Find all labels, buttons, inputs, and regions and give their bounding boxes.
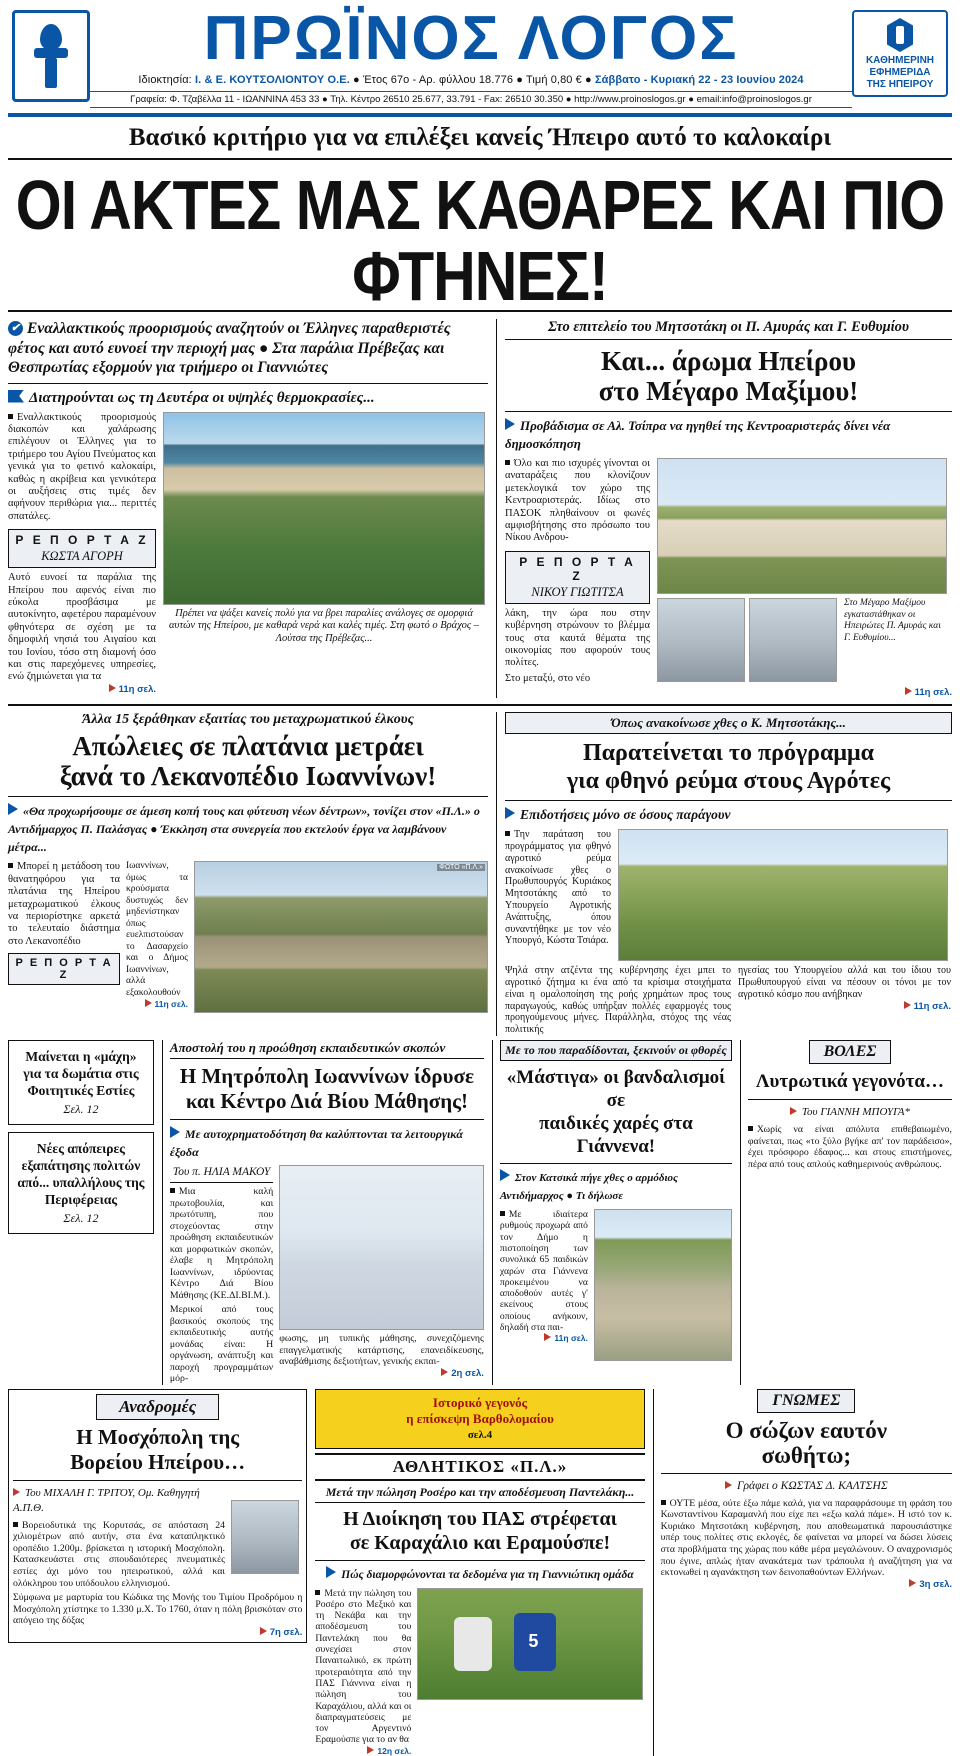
- maximou-photo-caption: Στο Μέγαρο Μαξίμου εγκαταστάθηκαν οι Ηπειρώτες Π. Αμυράς και Γ. Ευθυμίου...: [844, 598, 941, 643]
- athlitikos-headline-1: Η Διοίκηση του ΠΑΣ στρέφεται: [343, 1507, 617, 1530]
- reporter-name: ΚΩΣΤΑ ΑΓΟΡΗ: [41, 549, 123, 564]
- gnomes-byline-row: [661, 1479, 952, 1494]
- gnomes-section-title: ΓΝΩΜΕΣ: [757, 1389, 855, 1413]
- square-bullet-icon: [13, 1522, 18, 1527]
- platania-headline-1: Απώλειες σε πλατάνια μετράει: [72, 731, 424, 762]
- lead-left-text: [8, 319, 488, 378]
- side-box-2: [8, 1132, 154, 1234]
- agrotes-body-2: Ψηλά στην ατζέντα της κυβέρνησης έχει μπει το αγροτικό ζήτημα κι ένα από τα κρίσιμα στοιχήματα είναι η ομαλοποίηση της ροής χρημάτων προς τους παραγωγούς, καθώς υπήρξαν πολλές εφαρμογές τους προηγούμενους μήνες. Παράλληλα, στόχος της νέας πολιτικής: [505, 965, 731, 1036]
- sticker-page: σελ.4: [467, 1428, 493, 1441]
- mitropoli-kicker: Αποστολή του η προώθηση εκπαιδευτικών σκοπών: [170, 1040, 484, 1059]
- sticker-line-1: Ιστορικό γεγονός: [432, 1394, 528, 1410]
- sticker-line-2: η επίσκεψη Βαρθολομαίου: [406, 1410, 554, 1426]
- masthead-divider: [8, 113, 952, 117]
- anadromes-more: 7η σελ.: [13, 1627, 302, 1638]
- arrow-icon: [505, 418, 515, 430]
- voles-column: [740, 1040, 952, 1385]
- voles-byline-row: [748, 1105, 952, 1120]
- torch-logo-icon: [12, 10, 90, 102]
- lead-right-headline-2: στο Μέγαρο Μαξίμου!: [598, 376, 859, 406]
- playground-photo: [594, 1209, 732, 1361]
- lead-right-body-3: Στο μεταξύ, στο νέο: [505, 672, 591, 684]
- beach-photo-caption: Πρέπει να ψάξει κανείς πολύ για να βρει παραλίες ανάλογες σε ομορφιά αυτών της Ηπείρου, με καθαρά νερά και καλές τιμές. Στη φωτό ο Βράχος – Λούτσα της Πρέβεζας...: [169, 607, 479, 644]
- reportaz-label: Ρ Ε Π Ο Ρ Τ Α Ζ: [15, 533, 149, 548]
- arrow-icon: [13, 1488, 20, 1496]
- athlitikos-subhead: Πώς διαμορφώνονται τα δεδομένα για τη Γιαννιώτικη ομάδα: [341, 1568, 634, 1581]
- square-bullet-icon: [170, 1188, 175, 1193]
- portrait-efthimiou: [749, 598, 837, 682]
- mitropoli-byline: Του π. ΗΛΙΑ ΜΑΚΟΥ: [170, 1165, 273, 1183]
- varthomaios-sticker[interactable]: [315, 1389, 644, 1449]
- masthead-subline: Ιδιοκτησία: Ι. & Ε. ΚΟΥΤΣΟΛΙΟΝΤΟΥ Ο.Ε. ● Έτος 67ο - Αρ. φύλλου 18.776 ● Τιμή 0,80 € ● Σάββατο - Κυριακή 22 - 23 Ιουνίου 2024: [138, 74, 804, 86]
- badge-line-3: ΤΗΣ ΗΠΕΙΡΟΥ: [866, 79, 934, 90]
- lead-right-headline-1: Και... άρωμα Ηπείρου: [601, 346, 856, 376]
- athlitikos-bar: ΑΘΛΗΤΙΚΟΣ «Π.Λ.»: [315, 1453, 644, 1481]
- vandalismoi-subhead: Στον Κατσικά πήγε χθες ο αρμόδιος Αντιδήμαρχος ● Τι δήλωσε: [499, 1172, 678, 1203]
- maximou-mansion-photo: [657, 458, 947, 594]
- pen-icon: [887, 18, 913, 52]
- mitropoli-subhead-row: [170, 1125, 484, 1161]
- lead-left-subhead: Διατηρούνται ως τη Δευτέρα οι υψηλές θερμοκρασίες...: [29, 389, 375, 406]
- vandalismoi-kicker: Με το που παραδίδονται, ξεκινούν οι φθορές: [500, 1040, 732, 1061]
- mitropoli-headline-1: Η Μητρόπολη Ιωαννίνων ίδρυσε: [179, 1064, 474, 1089]
- lead-right-kicker: Στο επιτελείο του Μητσοτάκη οι Π. Αμυράς και Γ. Ευθυμίου: [505, 319, 952, 340]
- lead-left-paragraph: Εναλλακτικούς προορισμούς αναζητούν οι Έλληνες παραθεριστές φέτος και αυτό ευνοεί την περιοχή μας ● Στα παράλια Πρέβεζας και Θεσπρωτίας εξορμούν για τριήμερο οι Γιαννιώτες: [8, 320, 451, 376]
- square-bullet-icon: [315, 1590, 320, 1595]
- agrotes-body-1: Την παράταση του προγράμματος για φθηνό αγροτικό ρεύμα ανακοίνωσε χθες ο Πρωθυπουργός Κυριάκος Μητσοτάκης από το Υπουργείο Αγροτικής Ανάπτυξης, όπου συναντήθηκε με τον νέο Υπουργό, Κώστα Τσιάρα.: [505, 829, 611, 947]
- square-bullet-icon: [8, 863, 13, 868]
- gnomes-column: [653, 1389, 952, 1756]
- voles-body: Χωρίς να είναι απόλυτα επιθεβαιωμένο, φαίνεται, πως «το ξύλο βγήκε απ' τον παράδεισο», έχει πρόσφορο έδαφος... και στους επιστήμονες, πέρα από τους απλούς καθημερινούς ανθρώπους.: [747, 1124, 952, 1170]
- arrow-icon: [725, 1481, 732, 1489]
- vandalismoi-article: [492, 1040, 732, 1385]
- square-bullet-icon: [505, 460, 510, 465]
- reportaz-label: Ρ Ε Π Ο Ρ Τ Α Ζ: [15, 957, 113, 982]
- lead-right-subhead: Προβάδισμα σε Αλ. Τσίπρα να ηγηθεί της Κεντροαριστεράς δίνει νέα δημοσκόπηση: [505, 418, 891, 451]
- daily-badge: [852, 10, 948, 97]
- square-bullet-icon: [505, 831, 510, 836]
- mitropoli-body-3: φωσης, μη τυπικής μάθησης, συνεχιζόμενης επαγγελματικής κατάρτισης, επανειδίκευσης, αναβάθμισης δεξιοτήτων, γενικής εκπαι-: [279, 1333, 484, 1368]
- side-box-1-page: Σελ. 12: [63, 1102, 99, 1117]
- lead-right-body-1: Όλο και πιο ισχυρές γίνονται οι αναταράξεις που κλονίζουν μετεκλογικά τον χώρο της Κεντροαριστεράς. Ιδίως στο ΠΑΣΟΚ πληθαίνουν οι φωνές αμφισβήτησης στο πρόσωπο του Νίκου Ανδρου-: [505, 458, 650, 544]
- anadromes-byline-row: [13, 1486, 225, 1516]
- main-headline-block: [8, 158, 952, 316]
- vandalismoi-body: Με ιδιαίτερα ρυθμούς προχωρά από τον Δήμο η πιστοποίηση των συνολικά 65 παιδικών χαρών στα Γιάννενα προκειμένου να αποδοθούν αυτές γ' εκείνους στους οποίους ανήκουν, δηλαδή στα παι-: [499, 1209, 588, 1334]
- mitropoli-subhead: Με αυτοχρηματοδότηση θα καλύπτονται τα λειτουργικά έξοδα: [169, 1127, 464, 1160]
- anadromes-body-2: Σύμφωνα με μαρτυρία του Κώδικα της Μονής του Τιμίου Προδρόμου η Μοσχόπολη χτίστηκε το 1.330 μ.Χ. Το 1760, όταν η πόλη βρισκόταν στο απόγειο της δόξας: [13, 1592, 303, 1627]
- lead-left-body-1: Εναλλακτικούς προορισμούς διακοπών και χαλάρωσης επιλέγουν οι Έλληνες για το τριήμερο του Αγίου Πνεύματος και γενικά για το φετινό καλοκαίρι, καθώς η ακρίβεια και γενικότερα οι αυξήσεις στις τιμές δεν αφήνουν περιθώρια για... περιττές σπατάλες.: [8, 411, 156, 522]
- arrow-icon: [500, 1169, 510, 1181]
- issue-date: Σάββατο - Κυριακή 22 - 23 Ιουνίου 2024: [594, 74, 804, 86]
- arrow-icon: [505, 807, 515, 819]
- main-headline: ΟΙ ΑΚΤΕΣ ΜΑΣ ΚΑΘΑΡΕΣ ΚΑΙ ΠΙΟ ΦΤΗΝΕΣ!: [15, 166, 945, 316]
- reportaz-label: Ρ Ε Π Ο Ρ Τ Α Ζ: [519, 554, 636, 583]
- anadromes-section-title: Αναδρομές: [96, 1394, 219, 1420]
- ownership-value: Ι. & Ε. ΚΟΥΤΣΟΛΙΟΝΤΟΥ Ο.Ε.: [195, 74, 350, 86]
- square-bullet-icon: [8, 414, 13, 419]
- third-band: [8, 1040, 952, 1385]
- mitropoli-more: 2η σελ.: [279, 1368, 484, 1379]
- photo-credit: ΦΩΤΟ «Π.Λ.»: [439, 864, 483, 872]
- anadromes-byline: Του ΜΙΧΑΛΗ Γ. ΤΡΙΤΟΥ, Ομ. Καθηγητή Α.Π.Θ.: [13, 1486, 200, 1514]
- anadromes-body-1: Βορειοδυτικά της Κορυτσάς, σε απόσταση 24 χιλιομέτρων από αυτήν, στα ένα καταπληκτικό οροπέδιο 1.200μ. βρίσκεται η ιστορική Μοσχόπολη. Κατασκευάστει στις σπουδαιότερες πνευματικές εστίες άχι μόνο του ηπειρωτικού, αλλά και ολόκληρου του υπόδουλου ελληνισμού.: [13, 1519, 225, 1589]
- athlitikos-headline-2: σε Καραχάλιο και Εραμούσπε!: [349, 1531, 611, 1554]
- gnomes-more: 3η σελ.: [661, 1579, 952, 1590]
- reportaz-box-right: [505, 551, 650, 604]
- author-portrait: [231, 1500, 299, 1574]
- athlitikos-column: [315, 1389, 644, 1756]
- beach-photo: [163, 412, 485, 605]
- platania-body-2: Ιωαννίνων, όμως τα κρούσματα δυστυχώς δεν μηδενίστηκαν όπως ευελπιστούσαν το Δασαρχείο και ο Δήμος Ιωαννίνων, αλλά εξακολουθούν: [126, 861, 188, 998]
- lead-right-more: 11η σελ.: [505, 687, 952, 698]
- lead-section: [8, 319, 952, 698]
- platania-article: [8, 712, 488, 1036]
- platania-photo: [194, 861, 488, 1013]
- agrotes-headline-2: για φθηνό ρεύμα στους Αγρότες: [566, 768, 891, 795]
- gnomes-byline: Γράφει ο ΚΩΣΤΑΣ Δ. ΚΑΛΤΣΗΣ: [737, 1479, 888, 1492]
- agrotes-subhead: Επιδοτήσεις μόνο σε όσους παράγουν: [520, 807, 731, 823]
- lead-right: [496, 319, 952, 698]
- mitropoli-article: [162, 1040, 484, 1385]
- arrow-icon: [8, 803, 18, 815]
- lead-left-subhead-row: [8, 389, 488, 407]
- bottom-band: [8, 1389, 952, 1756]
- side-boxes-column: [8, 1040, 154, 1385]
- page-title: ΠΡΩΪΝΟΣ ΛΟΓΟΣ: [203, 4, 739, 73]
- platania-more: 11η σελ.: [126, 999, 188, 1009]
- voles-section-title: ΒΟΛΕΣ: [809, 1040, 892, 1064]
- jersey-number: 5: [528, 1630, 539, 1651]
- issue-info: Έτος 67ο - Αρ. φύλλου 18.776: [362, 74, 514, 86]
- check-icon: ✔: [8, 321, 23, 336]
- lead-right-subhead-row: [505, 417, 952, 453]
- athlitikos-more: 12η σελ.: [315, 1746, 411, 1756]
- masthead: [8, 0, 952, 110]
- agrotes-article: [496, 712, 952, 1036]
- soccer-photo: [417, 1588, 643, 1700]
- square-bullet-icon: [748, 1126, 753, 1131]
- price: Τιμή 0,80 €: [525, 74, 582, 86]
- platania-headline-2: ξανά το Λεκανοπέδιο Ιωαννίνων!: [59, 761, 437, 792]
- arrow-icon: [790, 1107, 797, 1115]
- arrow-icon: [326, 1566, 336, 1578]
- mitropoli-body-1: Μια καλή πρωτοβουλία, και πρωτότυπη, που στοχεύοντας στην προώθηση εκπαιδευτικών και μορφωτικών σκοπών, έλαβε η Μητρόπολη Ιωαννίνων, ιδρύοντας Κέντρο Διά Βίου Μάθησης (ΚΕ.ΔΙ.ΒΙ.Μ.).: [169, 1186, 274, 1301]
- arrow-icon: [170, 1126, 180, 1138]
- square-bullet-icon: [500, 1211, 505, 1216]
- reportaz-box-platania: [8, 953, 120, 985]
- lead-right-body-2: λάκη, την ώρα που στην κυβέρνηση στρώνουν το βλέμμα τους στα καυτά θέματα της οικονομίας που αφορούν τους πολίτες.: [505, 607, 650, 669]
- agrotes-kicker: Όπως ανακοίνωσε χθες ο Κ. Μητσοτάκης...: [505, 712, 952, 734]
- classroom-photo: [279, 1165, 484, 1330]
- vandalismoi-subhead-row: [500, 1169, 732, 1205]
- athlitikos-kicker: Μετά την πώληση Ροσέρο και την αποδέσμευση Παντελάκη...: [315, 1485, 644, 1503]
- side-box-2-page: Σελ. 12: [63, 1211, 99, 1226]
- agrotes-subhead-row: [505, 806, 952, 824]
- agrotes-body-3: ηγεσίας του Υπουργείου αλλά και του ίδιου του Πρωθυπουργού είναι να πέσουν οι τόνοι με τον αγροτικό κόσμο που ανήβηκαν: [738, 965, 951, 1000]
- anadromes-headline-1: Η Μοσχόπολη της: [76, 1424, 240, 1449]
- square-bullet-icon: [661, 1500, 666, 1505]
- contact-line: Γραφεία: Φ. Τζαβέλλα 11 - ΙΩΑΝΝΙΝΑ 453 33 ● Τηλ. Κέντρο 26510 25.677, 33.791 - Fax: 26510 30.350 ● http://www.proinoslogos.gr ● email:info@proinoslogos.gr: [90, 91, 852, 108]
- reportaz-box-left: [8, 529, 156, 568]
- flag-icon: [8, 390, 24, 403]
- platania-subhead: «Θα προχωρήσουμε σε άμεση κοπή τους και φύτευση νέων δέντρων», τονίζει στον «Π.Λ.» ο Αντιδήμαρχος Π. Παλάσγας ● Έκκληση στα συνεργεία που εκτελούν έργα να λαμβάνουν μέτρα...: [8, 804, 480, 855]
- platania-subhead-row: [8, 802, 488, 856]
- voles-byline: Του ΓΙΑΝΝΗ ΜΠΟΥΓΑ*: [801, 1106, 910, 1119]
- vandalismoi-more: 11η σελ.: [500, 1333, 588, 1343]
- portrait-amyras: [657, 598, 745, 682]
- gnomes-headline-2: σωθήτω;: [761, 1442, 852, 1468]
- gnomes-body: ΟΥΤΕ μέσα, ούτε έξω πάμε καλά, για να παραφράσουμε τη φράση του Κωνσταντίνου Καραμανλή που είχε πει «εξω καλά πάμε». Η ιστό τον κ. Κυριάκο Μητσοτάκη κυβέρνηση, που αποθεωματικά παρουσιάστηκε υπέρ τους πολίτες στις εκλογές, δε φαίνεται να μπορεί να δώσει λύσεις στα προβλήματα της χώρας που κάθε μέρα μεγαλώνουν. Ο αναχρονισμός που έγινε, απλώς ήταν ανακάτεμα των τράπουλα ή αναζήτηση για να εκτονωθεί η αγανάκτηση των δεινοπαθούντων Ελλήνων.: [660, 1497, 953, 1579]
- irrigation-photo: [618, 829, 948, 961]
- ownership-label: Ιδιοκτησία:: [138, 74, 192, 86]
- gnomes-headline-1: Ο σώζων εαυτόν: [725, 1417, 888, 1443]
- reporter-name: ΝΙΚΟΥ ΓΙΩΤΙΤΣΑ: [531, 584, 624, 599]
- agrotes-more: 11η σελ.: [738, 1001, 951, 1012]
- voles-headline: Λυτρωτικά γεγονότα…: [755, 1071, 944, 1093]
- side-box-1: [8, 1040, 154, 1125]
- vandalismoi-headline-2: παιδικές χαρές στα Γιάννενα!: [539, 1113, 693, 1158]
- vandalismoi-headline-1: «Μάστιγα» οι βανδαλισμοί σε: [506, 1067, 725, 1112]
- top-kicker: Βασικό κριτήριο για να επιλέξει κανείς Ήπειρο αυτό το καλοκαίρι: [128, 124, 832, 151]
- platania-body-1: Μπορεί η μετάδοση του θανατηφόρου για τα πλατάνια της Ηπείρου μεταχρωματικού έλκους να περιορίστηκε αρκετά το τελευταίο διάστημα στο Λεκανοπέδιο: [8, 861, 120, 947]
- side-box-2-title[interactable]: Νέες απόπειρες εξαπάτησης πολιτών από... υπαλλήλους της Περιφέρειας: [17, 1141, 145, 1208]
- second-band: [8, 712, 952, 1036]
- mitropoli-body-2: Μερικοί από τους βασικούς σκοπούς της εκπαιδευτικής αυτής μονάδας είναι: Η οργάνωση, ανάπτυξη και παροχή προγραμμάτων μόρ-: [169, 1304, 274, 1385]
- athlitikos-body: Μετά την πώληση του Ροσέρο στο Μεξικό και τη Νεκάβα και την αποδέσμευση του Παντελάκη που θα συνεχίσει στον Παναιτωλικό, εκ πρώτη προτεραιότητα από την ΠΑΣ Γιάννινα είναι η πώληση του Καραχάλιου, αλλά και οι διαπραγματεύσεις με τον Αργεντινό Εραμούσπε για το αν θα: [315, 1587, 412, 1746]
- agrotes-headline-1: Παρατείνεται το πρόγραμμα: [582, 740, 875, 767]
- mitropoli-headline-2: και Κέντρο Διά Βίου Μάθησης!: [185, 1089, 468, 1114]
- lead-left-body-2: Αυτό ευνοεί τα παράλια της Ηπείρου που αφενός είναι πιο εύκολα προσβάσιμα με αυτοκίνητο, αφετέρου παραμένουν φθηνότερα σε σχέση με τα δημοφιλή νησιά του Αιγαίου και του Ιονίου, τόσο στη διαμονή όσο και στις παρεχόμενες υπηρεσίες, ενώ ζημιώνεται για τα: [8, 572, 156, 683]
- lead-left-more: 11η σελ.: [8, 684, 156, 695]
- anadromes-headline-2: Βορείου Ηπείρου…: [70, 1449, 246, 1474]
- badge-line-2: ΕΦΗΜΕΡΙΔΑ: [869, 67, 931, 78]
- side-box-1-title[interactable]: Μαίνεται η «μάχη» για τα δωμάτια στις Φοιτητικές Εστίες: [23, 1049, 139, 1099]
- anadromes-article: [8, 1389, 307, 1756]
- platania-kicker: Άλλα 15 ξεράθηκαν εξαιτίας του μεταχρωματικού έλκους: [82, 712, 414, 728]
- badge-line-1: ΚΑΘΗΜΕΡΙΝΗ: [865, 55, 935, 66]
- lead-left: [8, 319, 488, 698]
- athlitikos-subhead-row: [315, 1566, 644, 1584]
